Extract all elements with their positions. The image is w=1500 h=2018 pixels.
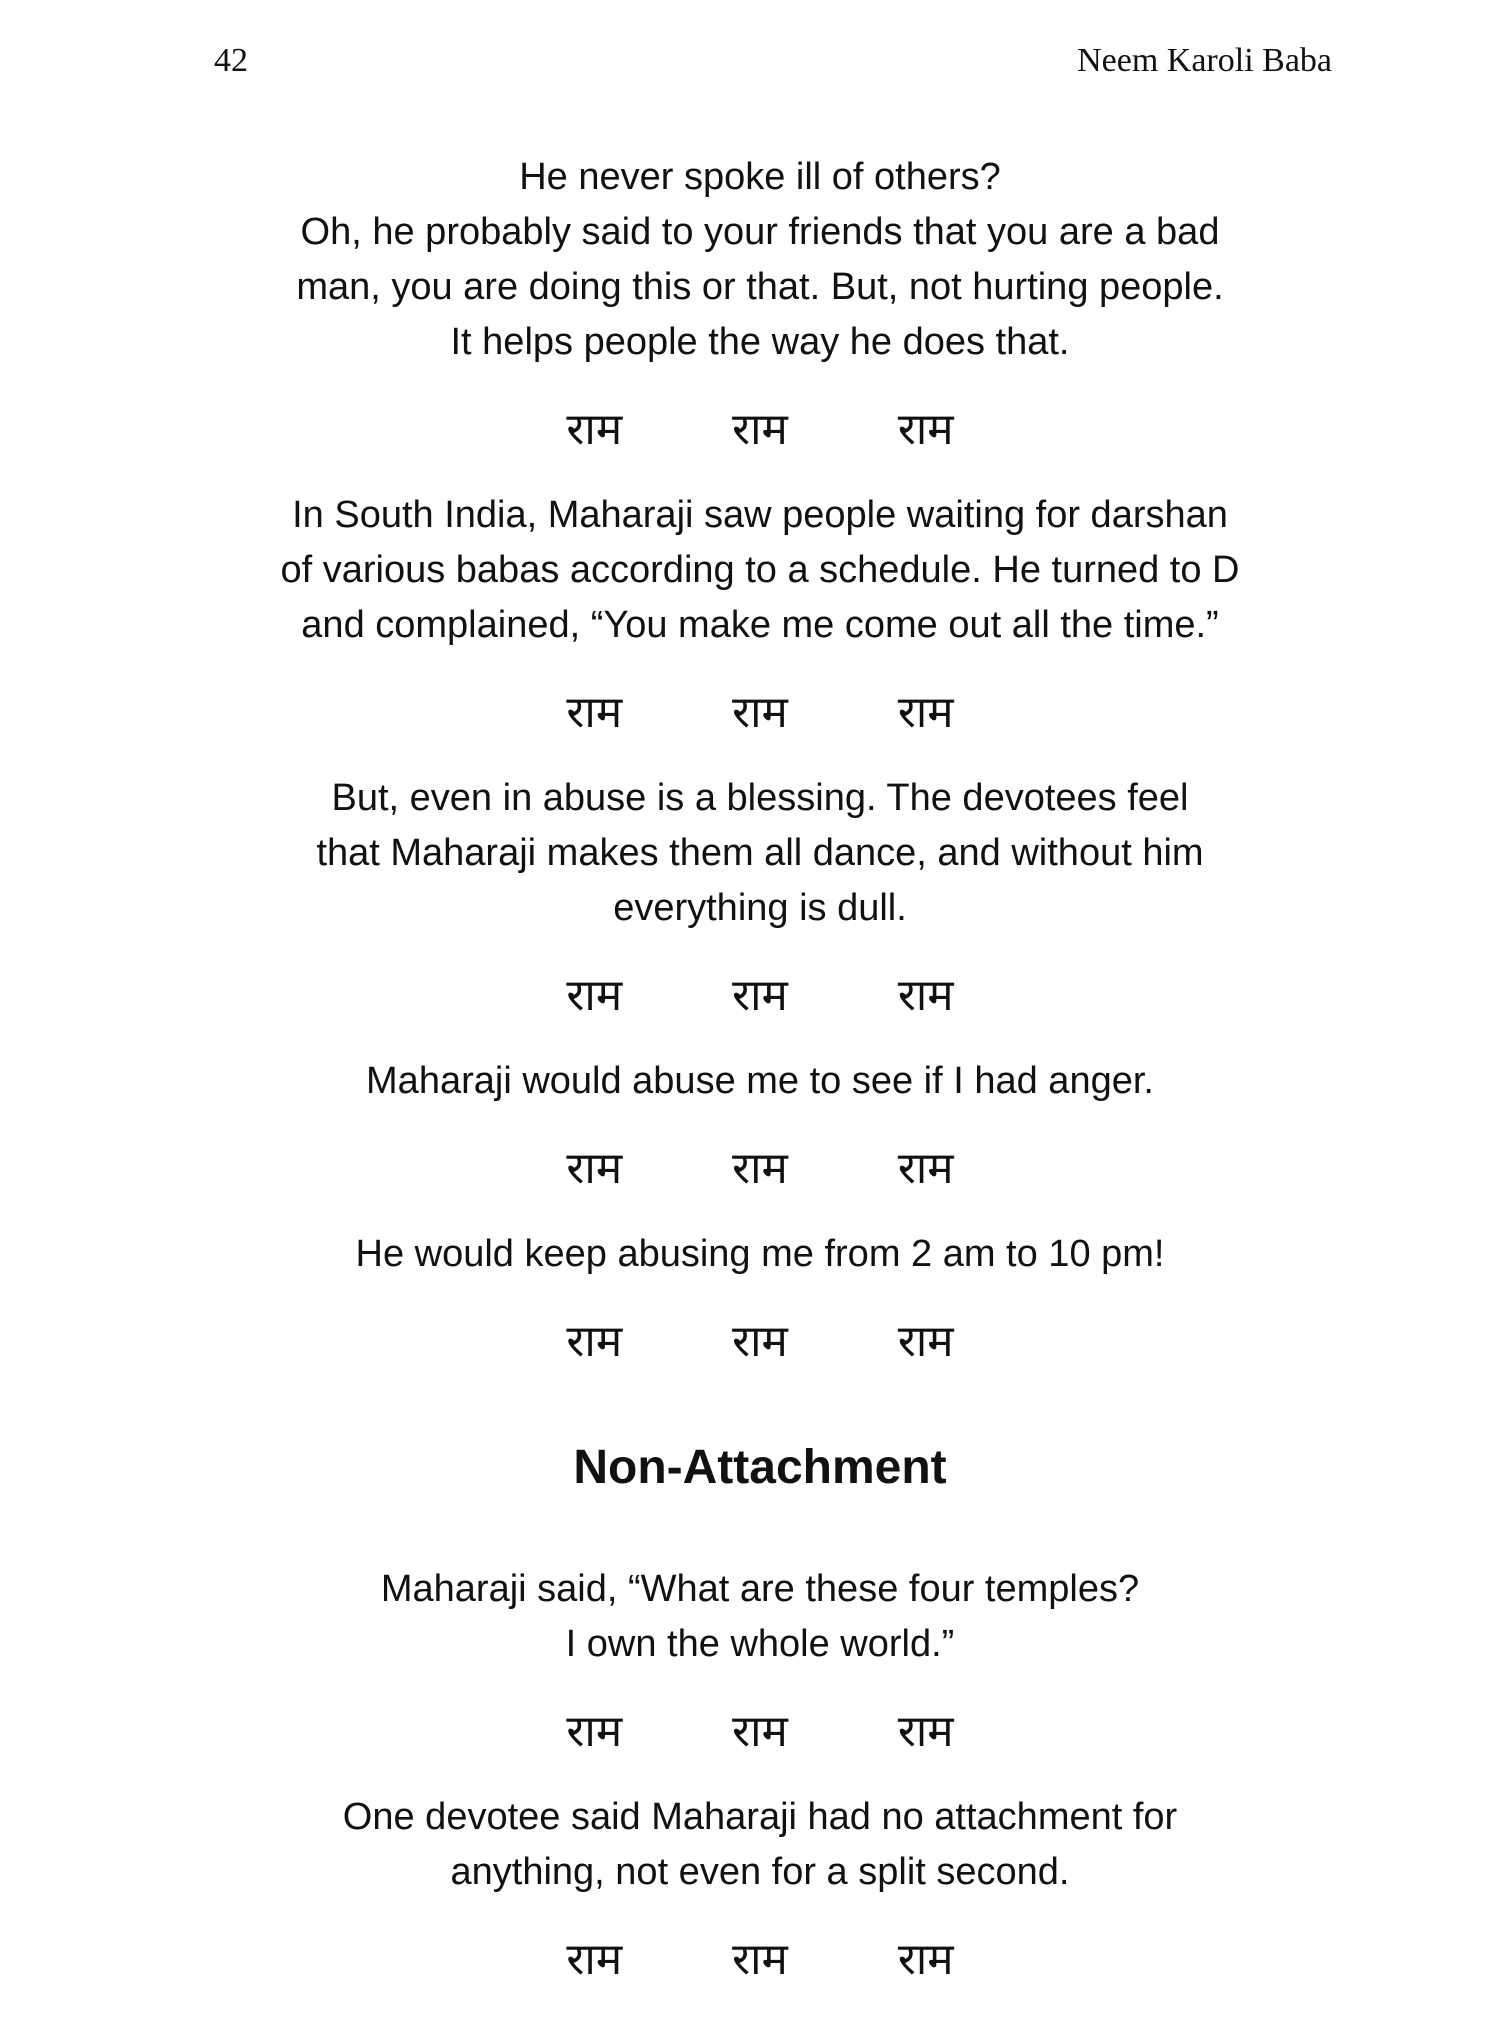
paragraph [200,1227,1320,1282]
ram-separator [200,1139,1320,1199]
ram-separator [200,683,1320,743]
ram-word: राम [732,1706,788,1757]
paragraph [200,771,1320,936]
section-heading: Non-Attachment [573,1441,947,1494]
ram-word: राम [897,1706,954,1757]
page-content [200,150,1320,2018]
book-title: Neem Karoli Baba [1077,42,1332,79]
ram-word: राम [566,970,623,1021]
ram-word: राम [566,687,623,738]
ram-word: राम [897,1934,954,1985]
ram-word: राम [732,404,788,455]
ram-word: राम [566,1316,623,1367]
ram-word: राम [897,404,954,455]
text-line: In South India, Maharaji saw people waiting for darshan [292,494,1228,536]
ram-word: राम [732,1316,788,1367]
running-header [214,42,1332,92]
ram-word: राम [897,687,954,738]
text-line: He would keep abusing me from 2 am to 10 pm! [355,1233,1165,1275]
text-line: man, you are doing this or that. But, not hurting people. [296,266,1224,308]
text-line: I own the whole world.” [565,1623,955,1665]
page-number: 42 [214,42,248,79]
ram-word: राम [566,404,623,455]
ram-word: राम [897,1143,954,1194]
text-line: that Maharaji makes them all dance, and without him [316,832,1204,874]
ram-separator [200,1930,1320,1990]
text-line: But, even in abuse is a blessing. The devotees feel [331,777,1189,819]
text-line: Oh, he probably said to your friends that you are a bad [300,211,1220,253]
ram-separator [200,1702,1320,1762]
ram-word: राम [566,1934,623,1985]
ram-separator [200,966,1320,1026]
paragraph [200,1562,1320,1672]
text-line: anything, not even for a split second. [450,1851,1070,1893]
text-line: It helps people the way he does that. [450,321,1070,363]
text-line: He never spoke ill of others? [519,156,1001,198]
text-line: One devotee said Maharaji had no attachment for [342,1796,1178,1838]
ram-word: राम [566,1706,623,1757]
ram-word: राम [897,970,954,1021]
paragraph [200,488,1320,653]
ram-word: राम [732,687,788,738]
ram-word: राम [566,1143,623,1194]
text-line: of various babas according to a schedule. He turned to D [280,549,1240,591]
ram-word: राम [732,1143,788,1194]
text-line: and complained, “You make me come out all the time.” [301,604,1219,646]
text-line: everything is dull. [613,887,907,929]
paragraph [200,150,1320,370]
paragraph [200,1790,1320,1900]
text-line: Maharaji said, “What are these four temples? [380,1568,1140,1610]
text-line: Maharaji would abuse me to see if I had anger. [366,1060,1154,1102]
ram-word: राम [897,1316,954,1367]
ram-separator [200,400,1320,460]
ram-word: राम [732,1934,788,1985]
ram-separator [200,1312,1320,1372]
ram-word: राम [732,970,788,1021]
paragraph [200,1054,1320,1109]
